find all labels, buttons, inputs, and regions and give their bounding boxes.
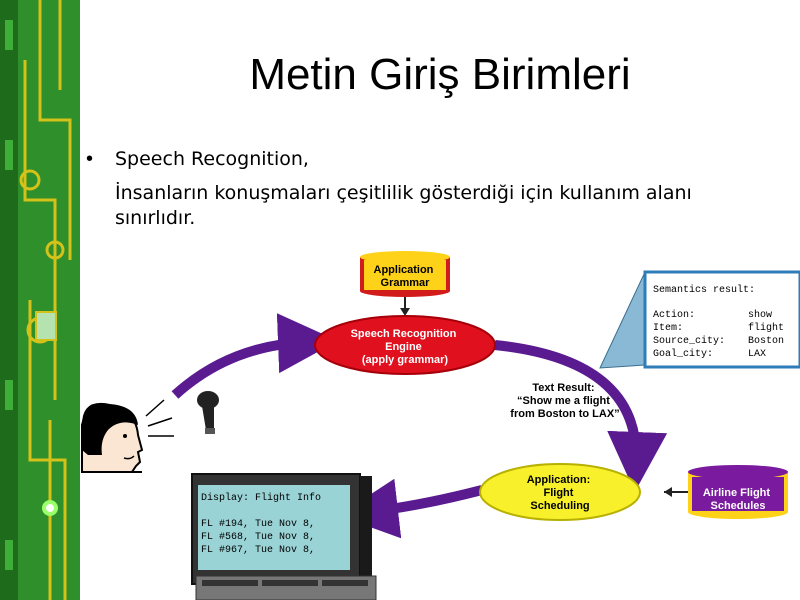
semantics-key-action: Action:	[653, 310, 696, 321]
speech-lines-icon	[146, 400, 174, 436]
arrow-app-to-display	[368, 490, 482, 512]
engine-label-2: Engine	[385, 341, 422, 353]
text-result-line-1: “Show me a flight	[517, 395, 610, 407]
schedules-label-1: Airline Flight	[702, 487, 771, 499]
application-label-2: Flight	[543, 487, 574, 499]
semantics-key-source: Source_city:	[653, 336, 726, 347]
schedules-label-2: Schedules	[710, 500, 766, 512]
display-row-1: FL #194, Tue Nov 8,	[201, 519, 316, 530]
semantics-pointer	[600, 272, 645, 368]
bullet-text-1: Speech Recognition,	[115, 148, 309, 170]
application-label-1: Application:	[526, 474, 591, 486]
person-face-icon	[82, 403, 142, 472]
arrow-to-engine	[175, 342, 308, 395]
semantics-key-item: Item:	[653, 323, 684, 334]
microphone-icon	[197, 391, 219, 434]
display-row-3: FL #967, Tue Nov 8,	[201, 545, 316, 556]
semantics-val-source: Boston	[748, 336, 785, 347]
semantics-val-goal: LAX	[748, 349, 767, 360]
svg-text:Application Grammar	[374, 264, 437, 289]
application-label-3: Scheduling	[530, 500, 590, 512]
grammar-label-2: Grammar	[380, 277, 430, 289]
text-result-line-2: from Boston to LAX”	[510, 408, 620, 420]
semantics-val-item: flight	[748, 323, 785, 334]
engine-label-3: (apply grammar)	[361, 354, 449, 366]
engine-label-1: Speech Recognition	[350, 328, 457, 340]
slide-title: Metin Giriş Birimleri	[249, 50, 631, 99]
bullet-text-2: İnsanların konuşmaları çeşitlilik gösterdiği için kullanım alanı sınırlıdır.	[115, 182, 692, 229]
speech-recognition-diagram	[80, 240, 800, 600]
display-row-2: FL #568, Tue Nov 8,	[201, 532, 316, 543]
display-header: Display: Flight Info	[201, 493, 322, 504]
semantics-header: Semantics result:	[653, 285, 756, 296]
svg-text:Display: Flight Info FL #1	[201, 492, 327, 556]
bullet-marker: •	[86, 148, 94, 170]
semantics-val-action: show	[748, 310, 773, 321]
grammar-label-1: Application	[373, 264, 434, 276]
text-result-label: Text Result:	[532, 382, 595, 394]
circuit-board-decoration	[0, 0, 80, 600]
svg-text:Airline Flight Schedules	[703, 487, 773, 512]
semantics-key-goal: Goal_city:	[653, 349, 714, 360]
